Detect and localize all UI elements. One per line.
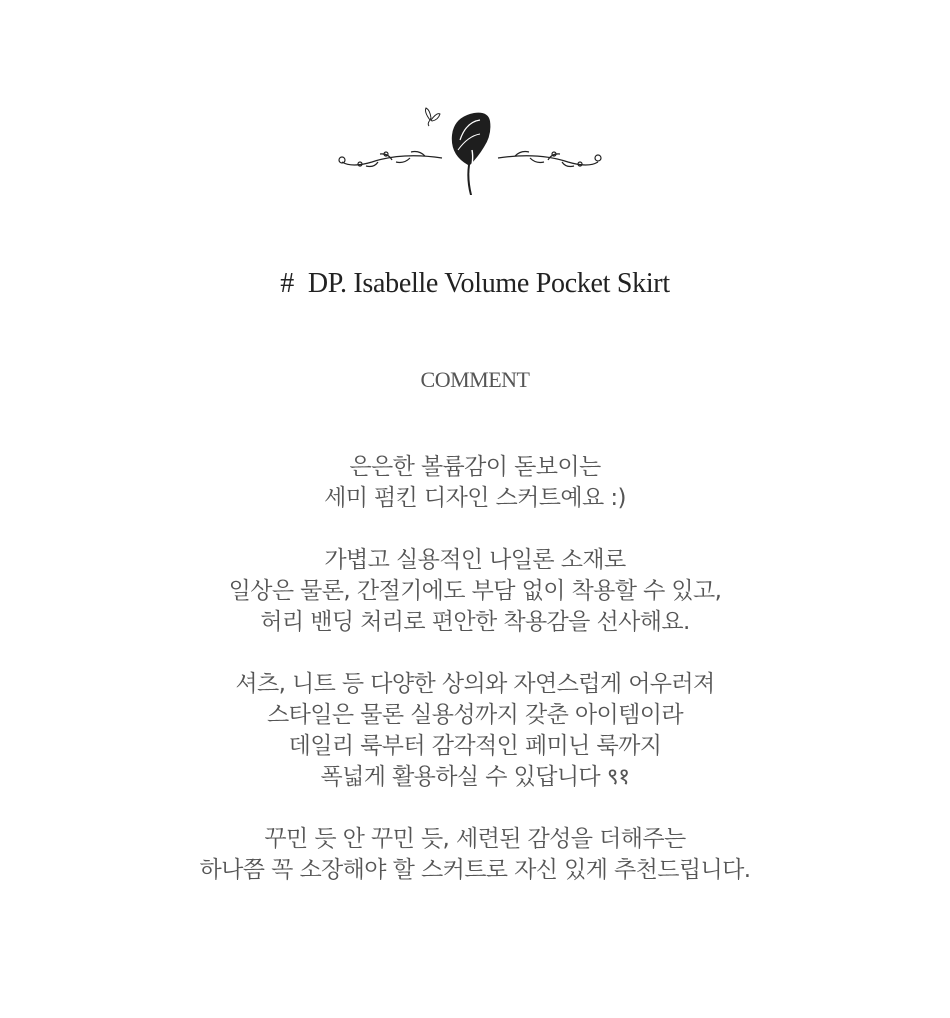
- comment-line: 폭넓게 활용하실 수 있답니다 ९१: [320, 764, 630, 790]
- comment-line: 은은한 볼륨감이 돋보이는: [349, 454, 601, 480]
- comment-paragraph: [0, 452, 950, 514]
- lily-flower-icon: [452, 113, 491, 195]
- butterfly-icon: [426, 108, 441, 126]
- right-vine-icon: [498, 152, 601, 167]
- product-name: DP. Isabelle Volume Pocket Skirt: [307, 268, 670, 299]
- comment-paragraph: [0, 824, 950, 886]
- left-vine-icon: [339, 152, 442, 167]
- comment-line: 셔츠, 니트 등 다양한 상의와 자연스럽게 어우러져: [235, 671, 715, 697]
- comment-body: [0, 452, 950, 917]
- hash-symbol: #: [280, 268, 294, 299]
- comment-line: 허리 밴딩 처리로 편안한 착용감을 선사해요.: [260, 609, 690, 635]
- comment-paragraph: [0, 545, 950, 638]
- comment-line: 하나쯤 꼭 소장해야 할 스커트로 자신 있게 추천드립니다.: [199, 857, 751, 883]
- comment-line: 스타일은 물론 실용성까지 갖춘 아이템이라: [267, 702, 683, 728]
- comment-line: 데일리 룩부터 감각적인 페미닌 룩까지: [288, 733, 662, 759]
- comment-line: 일상은 물론, 간절기에도 부담 없이 착용할 수 있고,: [228, 578, 722, 604]
- product-title: [0, 268, 950, 300]
- comment-line: 꾸민 듯 안 꾸민 듯, 세련된 감성을 더해주는: [264, 826, 686, 852]
- comment-line: 세미 펌킨 디자인 스커트예요 :): [324, 485, 626, 511]
- comment-heading: COMMENT: [420, 367, 530, 392]
- calla-lily-ornament-icon: [330, 100, 610, 200]
- comment-paragraph: [0, 669, 950, 793]
- comment-line: 가볍고 실용적인 나일론 소재로: [324, 547, 626, 573]
